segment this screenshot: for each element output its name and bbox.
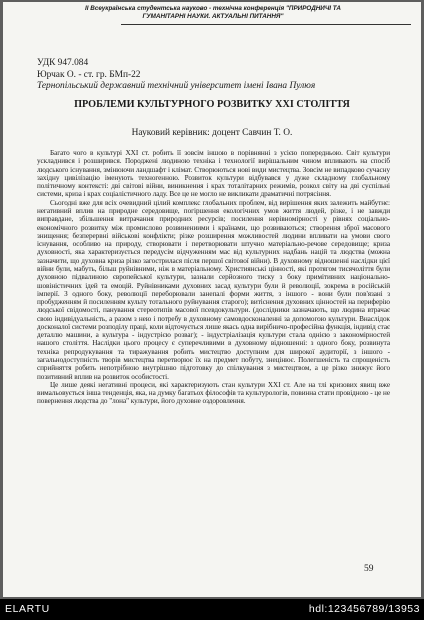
page-number: 59	[364, 564, 374, 574]
paragraph: Сьогодні вже для всіх очевидний цілий комплекс глобальних проблем, від вирішення яких залежить майбутнє: негативний вплив на природне середовище, погіршення екологічних умов життя людей, різке, і не завжди виправдане, збільшення витрачання природних ресурсів; посилення нерівномірності у рівнях соціально-економічного розвитку між промислово розвинениими і країнами, що розвиваються; створення зброї масового знищення; безперервні військові конфлікти; різке розширення можливостей людини впливати на умови свого існування, особливо на природу, створювати і перетворювати штучно матеріально-речове середовище; криза духовності, яка характеризується передусім відчуженням мас від культурних надбань націй та людства (можна зазначити, що духовна криза різко загострилася після першої світової війни). В духовному відношенні наслідки цієї війни були, мабуть, більш руйнівними, ніж в матеріальному. Християнські цінності, які протягом тисячоліття були духовною підвалиною європейської культури, зазнали серйозного тиску з боку примітивних національно-шовіністичних ідей та емоцій. Руйнівниками духовних засад культури були й революції, зокрема в російській імперії. З одного боку, революції переборювали занепалі форми життя, з іншого - вони були пов'язані з пробудженням й посиленням культу тотального руйнування старого); витіснення духовних цінностей на периферію людської свідомості, панування стереотипів масової псевдокультури. (дослідники зазначають, що людина втрачає свою індивідуальність, а разом з нею і потребу в духовному самовдосконаленні за допомогою культури. Внаслідок досконалої системи розподілу праці, коли відточується лише якась одна вирібничо-професійна функція, індивід стає деталлю машини, а культура - індустрією розваг); - індустріалізація культури стала однією з закономірностей нашого століття. Наслідки цього процесу є суперечливими в духовному відношенні: з одного боку, розвинута техніка репродукування та тиражування робить мистецтво доступним для широкої аудиторії, з іншого - загальнодоступність творів мистецтва перетворює їх на предмет побуту, знецінює. Полегшеність та спрощеність сприйняття робить непотрібною внутрішню підготовку до спілкування з мистецтвом, а це різко знижує його позитивний вплив на розвиток особистості.	[37, 198, 390, 381]
conference-header: ІІ Всеукраїнська студентська науково - технічна конференція "ПРИРОДНИЧІ ТА ГУМАНІТАРНІ НАУКИ. АКТУАЛЬНІ ПИТАННЯ"	[85, 5, 341, 20]
udc-code: УДК 947.084	[37, 58, 89, 68]
paper-title: ПРОБЛЕМИ КУЛЬТУРНОГО РОЗВИТКУ ХХІ СТОЛІТТЯ	[74, 99, 350, 110]
repository-label: ELARTU	[5, 603, 50, 615]
document-page	[3, 2, 421, 597]
affiliation-line: Тернопільський державний технічний університет імені Івана Пулюя	[37, 81, 316, 91]
handle-identifier: hdl:123456789/13953	[308, 603, 420, 615]
article-body	[37, 149, 390, 406]
header-divider	[121, 24, 411, 25]
paragraph: Багато чого в культурі ХХІ ст. робить її зовсім іншою в порівнянні з усією попередньою. Світ культури ускладнився і розширився. Породжені людиною техніка і технології вирішальним чином впливають на спосіб людського існування, змінюючи ландшафт і клімат. Створюються нові види мистецтва. Зовсім не випадково сучасну західну цивілізацію іменують техногенною. Розвиток культури відбувався у дуже складному глобальному політичному контексті: дві світові війни, виникнення і крах тоталітарних режимів, розкол світу на дві суспільні системи, криза і крах соціалістичного ладу. Все це не могло не викликати драматичні потрясіння.	[37, 149, 390, 199]
author-line: Юрчак О. - ст. гр. БМп-22	[37, 70, 141, 80]
supervisor-line: Науковий керівник: доцент Савчин Т. О.	[131, 128, 293, 138]
paragraph: Це лише деякі негативні процеси, які характеризують стан культури ХХІ ст. Але на тлі кризових явищ вже вимальовується інша тенденція, яка, на думку багатьох філософів та культурологів, повинна стати провідною - це не повернення людства до "лона" культури, його духовне оздоровлення.	[37, 380, 390, 406]
